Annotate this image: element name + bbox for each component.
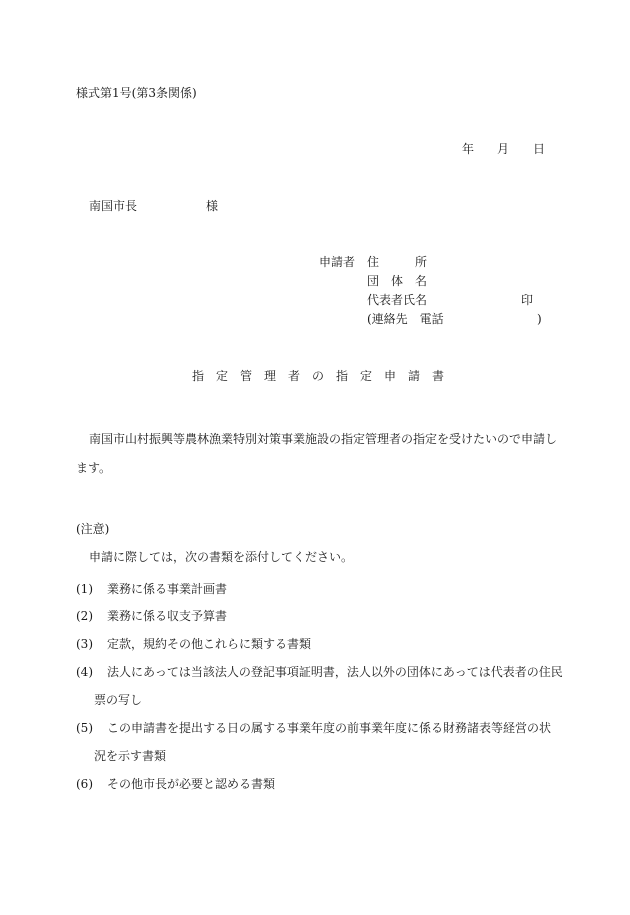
date-day-label: 日 <box>533 142 546 156</box>
representative-name-label: 代表者氏名 <box>367 293 428 307</box>
applicant-label: 申請者 <box>319 255 356 269</box>
addressee-honorific: 様 <box>206 199 219 213</box>
document-title: 指 定 管 理 者 の 指 定 申 請 書 <box>192 369 445 383</box>
note-item-continuation: 票の写し <box>94 693 143 707</box>
note-item-text: この申請書を提出する日の属する事業年度の前事業年度に係る財務諸表等経営の状 <box>107 721 552 735</box>
note-item-continuation: 況を示す書類 <box>94 749 167 763</box>
notes-heading: (注意) <box>76 522 110 536</box>
note-item-number: (4) <box>76 665 93 679</box>
note-item-text: その他市長が必要と認める書類 <box>107 777 276 791</box>
body-text-line-1: 南国市山村振興等農林漁業特別対策事業施設の指定管理者の指定を受けたいので申請し <box>89 432 558 446</box>
note-item-text: 定款，規約その他これらに類する書類 <box>107 637 312 651</box>
note-item-number: (2) <box>76 609 93 623</box>
note-item-number: (1) <box>76 582 93 596</box>
body-text-line-2: ます。 <box>76 461 112 475</box>
form-number: 様式第1号(第3条関係) <box>76 86 197 100</box>
note-item-number: (5) <box>76 721 93 735</box>
notes-intro: 申請に際しては，次の書類を添付してください。 <box>89 550 354 564</box>
date-year-label: 年 <box>462 142 475 156</box>
note-item-text: 法人にあっては当該法人の登記事項証明書，法人以外の団体にあっては代表者の住民 <box>107 665 563 679</box>
contact-close-paren: ) <box>537 312 542 326</box>
date-month-label: 月 <box>497 142 510 156</box>
addressee-name: 南国市長 <box>89 199 138 213</box>
contact-phone-label: (連絡先 電話 <box>367 312 444 326</box>
note-item-text: 業務に係る事業計画書 <box>107 582 228 596</box>
note-item-number: (6) <box>76 777 93 791</box>
note-item-number: (3) <box>76 637 93 651</box>
address-label: 住 所 <box>367 255 428 269</box>
seal-mark: 印 <box>521 293 534 307</box>
group-name-label: 団 体 名 <box>367 274 428 288</box>
note-item-text: 業務に係る収支予算書 <box>107 609 228 623</box>
